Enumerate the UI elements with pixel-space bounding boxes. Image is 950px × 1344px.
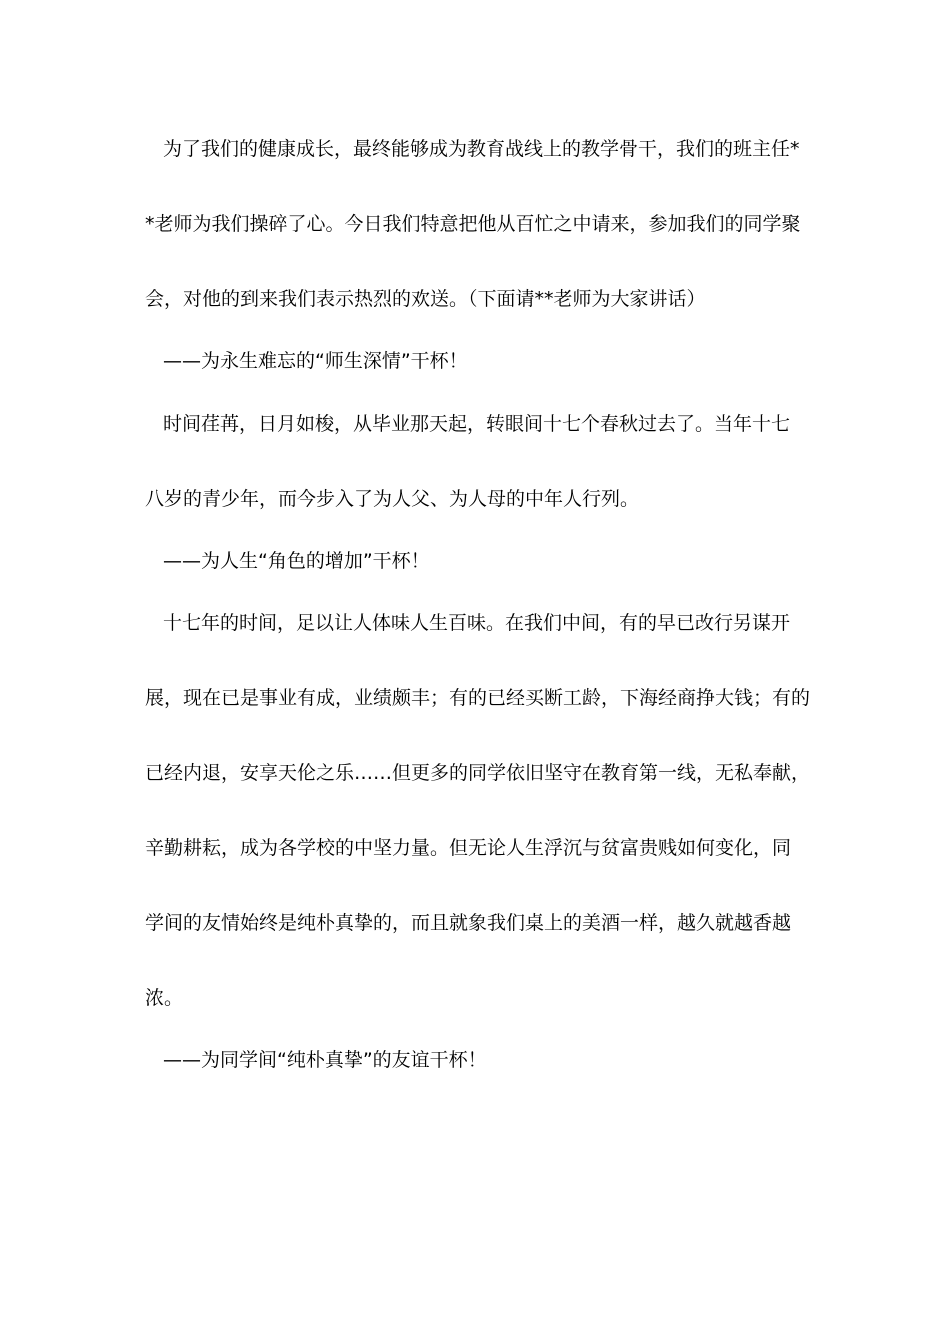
paragraph-3-line-5: 学间的友情始终是纯朴真挚的，而且就象我们桌上的美酒一样，越久就越香越 [145, 912, 792, 934]
paragraph-3-line-1: 十七年的时间，足以让人体味人生百味。在我们中间，有的早已改行另谋开 [163, 612, 791, 634]
toast-line-1: ——为永生难忘的“师生深情”干杯！ [163, 350, 468, 372]
toast-line-3: ——为同学间“纯朴真挚”的友谊干杯！ [163, 1049, 487, 1071]
paragraph-1-line-3: 会，对他的到来我们表示热烈的欢送。（下面请**老师为大家讲话） [145, 288, 706, 310]
paragraph-1-line-2: *老师为我们操碎了心。今日我们特意把他从百忙之中请来，参加我们的同学聚 [145, 213, 801, 235]
paragraph-2-line-2: 八岁的青少年，而今步入了为人父、为人母的中年人行列。 [145, 488, 640, 510]
paragraph-3-line-4: 辛勤耕耘，成为各学校的中坚力量。但无论人生浮沉与贫富贵贱如何变化，同 [145, 837, 792, 859]
paragraph-3-line-3: 已经内退，安享天伦之乐……但更多的同学依旧坚守在教育第一线，无私奉献， [145, 762, 811, 784]
paragraph-1-line-1: 为了我们的健康成长，最终能够成为教育战线上的教学骨干，我们的班主任* [163, 138, 800, 160]
paragraph-3-line-2: 展，现在已是事业有成，业绩颇丰；有的已经买断工龄，下海经商挣大钱；有的 [145, 687, 811, 709]
paragraph-3-line-6: 浓。 [145, 987, 184, 1009]
toast-line-2: ——为人生“角色的增加”干杯！ [163, 550, 430, 572]
paragraph-2-line-1: 时间荏苒，日月如梭，从毕业那天起，转眼间十七个春秋过去了。当年十七 [163, 413, 791, 435]
